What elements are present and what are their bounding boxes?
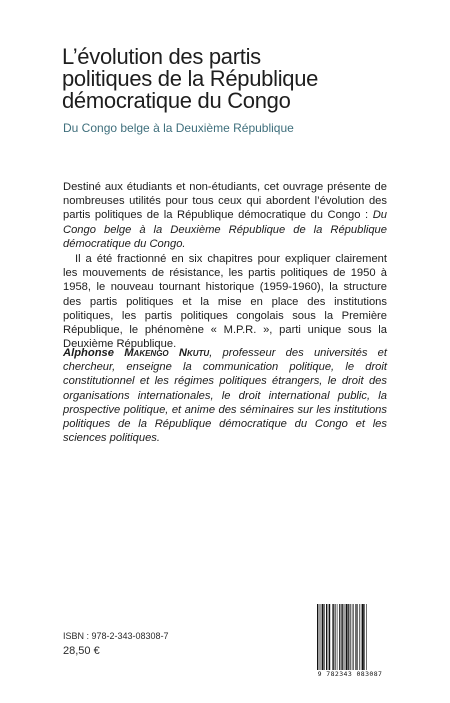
title-line-3: démocratique du Congo <box>62 88 291 113</box>
summary-paragraph-1-text: Destiné aux étudiants et non-étudiants, cet ouvrage présente de nombreuses utilités pour tous ceux qui abordent l’évolution des partis politiques de la République démocratique du Congo : <box>63 181 387 222</box>
barcode-bar <box>328 604 329 670</box>
book-title <box>62 46 402 112</box>
barcode-bar <box>345 604 346 670</box>
barcode-bar <box>361 604 362 670</box>
barcode-bar <box>333 604 334 670</box>
barcode-bar <box>362 604 364 670</box>
author-name <box>63 347 209 359</box>
barcode-bar <box>324 604 325 670</box>
barcode-bar <box>317 604 318 670</box>
barcode-bar <box>355 604 356 670</box>
barcode-bar <box>326 604 327 670</box>
author-bio <box>63 346 387 445</box>
barcode-bar <box>321 604 322 670</box>
barcode-bar <box>348 604 349 670</box>
summary-paragraph-1-italic: Du Congo belge à la Deuxième République de la République démocratique du Congo. <box>63 209 387 250</box>
book-subtitle: Du Congo belge à la Deuxième République <box>63 121 294 135</box>
summary-text <box>63 180 387 351</box>
barcode-bar <box>337 604 338 670</box>
barcode-bar <box>364 604 365 670</box>
barcode-bar <box>319 604 320 670</box>
author-first-name: Alphonse <box>63 347 114 359</box>
barcode-bar <box>359 604 360 670</box>
barcode-bar <box>350 604 351 670</box>
author-bio-text: , professeur des universités et chercheur, enseigne la communication politique, le droit constitutionnel et les régimes politiques étrangers, le droit des organisations internationales, le droit international public, la prospective politique, et anime des séminaires sur les institutions politiques de la République démocratique du Congo et les sciences politiques. <box>63 347 387 445</box>
price-label: 28,50 € <box>63 645 100 657</box>
barcode-bar <box>329 604 330 670</box>
barcode-bar <box>332 604 333 670</box>
barcode-bar <box>352 604 353 670</box>
barcode-digits: 9 782343 083087 <box>317 670 383 678</box>
summary-paragraph-2: Il a été fractionné en six chapitres pour expliquer clairement les mouvements de résistance, les partis politiques de 1950 à 1958, le nouveau tournant historique (1959-1960), la structure des partis politiques et la mise en place des institutions politiques, les partis politiques congolais sous la Première République, le phénomène « M.P.R. », parti unique sous la Deuxième République. <box>63 253 387 351</box>
barcode-bar <box>342 604 343 670</box>
barcode <box>315 604 389 670</box>
author-last-name: Makengo Nkutu <box>124 347 210 359</box>
title-line-1: L’évolution des partis <box>62 44 261 69</box>
barcode-bar <box>353 604 354 670</box>
barcode-bar <box>322 604 324 670</box>
title-line-2: politiques de la République <box>62 66 319 91</box>
barcode-bar <box>341 604 342 670</box>
summary-paragraph-1 <box>63 180 387 251</box>
isbn-label: ISBN : 978-2-343-08308-7 <box>63 631 169 641</box>
barcode-bar <box>335 604 336 670</box>
barcode-bar <box>339 604 340 670</box>
barcode-bar <box>366 604 367 670</box>
barcode-bar <box>346 604 348 670</box>
barcode-bar <box>357 604 358 670</box>
